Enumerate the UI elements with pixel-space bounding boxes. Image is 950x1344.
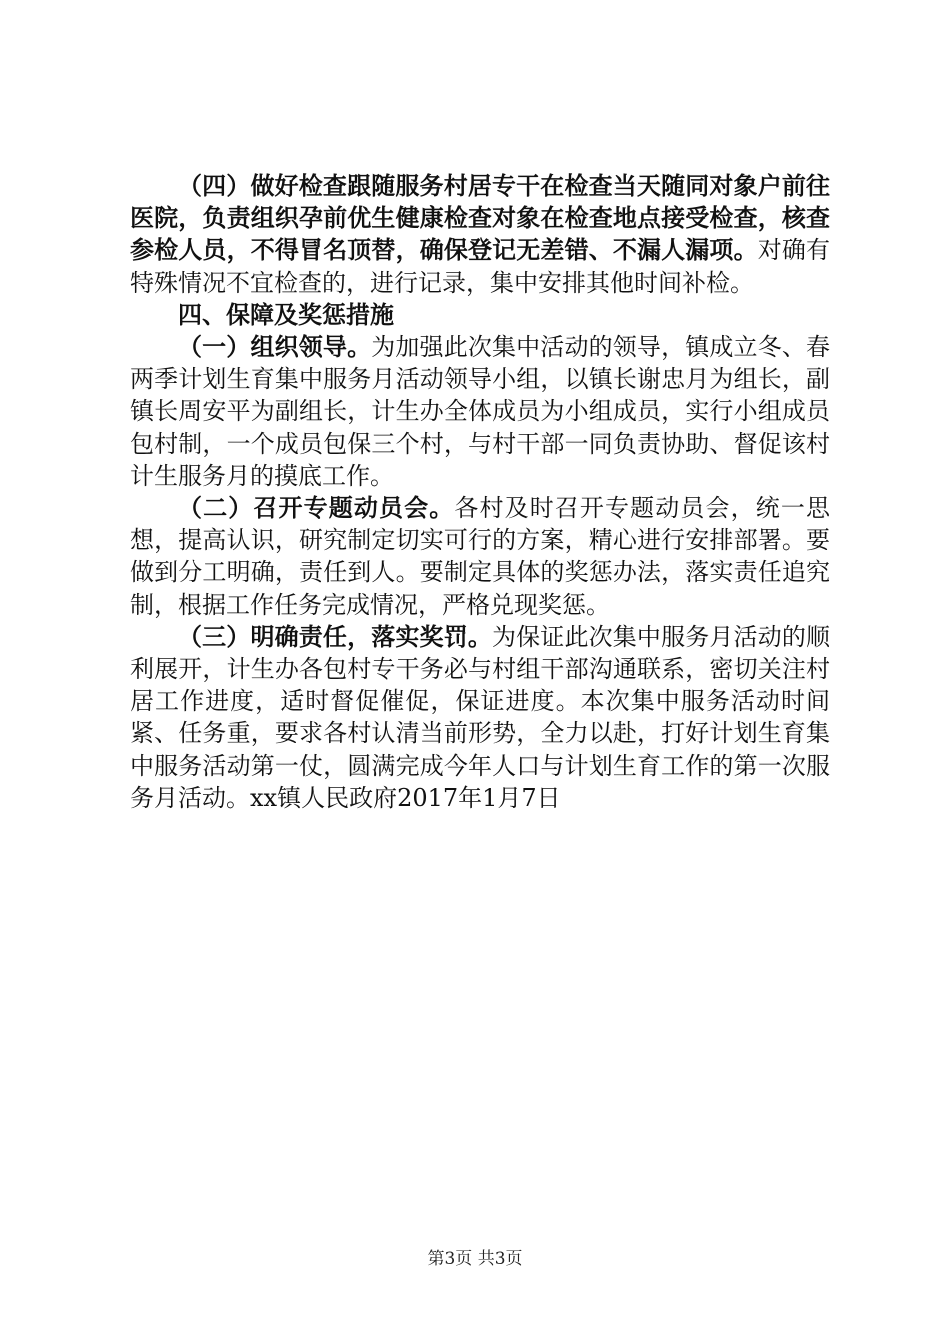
section-heading: 四、保障及奖惩措施 [178, 300, 394, 329]
paragraph-check-follow-up [130, 170, 830, 299]
paragraph-responsibility [130, 621, 830, 814]
paragraph-lead: （一）组织领导。 [178, 333, 372, 362]
paragraph-text: 为加强此次集中活动的领导，镇成立冬、春两季计划生育集中服务月活动领导小组，以镇长谢忠月为组长，副镇长周安平为副组长，计生办全体成员为小组成员，实行小组成员包村制，一个成员包保三个村，与村干部一同负责协助、督促该村计生服务月的摸底工作。 [130, 333, 831, 490]
page-number-footer: 第3页 共3页 [427, 1249, 523, 1269]
document-body [130, 170, 830, 814]
paragraph-text: 对确有特殊情况不宜检查的，进行记录，集中安排其他时间补检。 [130, 236, 831, 297]
paragraph-mobilization [130, 492, 830, 621]
paragraph-lead: （二）召开专题动员会。 [178, 494, 455, 523]
paragraph-lead: （四）做好检查跟随服务村居专干在检查当天随同对象户前往医院，负责组织孕前优生健康检查对象在检查地点接受检查，核查参检人员，不得冒名顶替，确保登记无差错、不漏人漏项。 [130, 172, 830, 265]
paragraph-text: 各村及时召开专题动员会，统一思想，提高认识，研究制定切实可行的方案，精心进行安排部署。要做到分工明确，责任到人。要制定具体的奖惩办法，落实责任追究制，根据工作任务完成情况，严格兑现奖惩。 [130, 494, 831, 619]
paragraph-text: 为保证此次集中服务月活动的顺利展开，计生办各包村专干务必与村组干部沟通联系，密切关注村居工作进度，适时督促催促，保证进度。本次集中服务活动时间紧、任务重，要求各村认清当前形势，全力以赴，打好计划生育集中服务活动第一仗，圆满完成今年人口与计划生育工作的第一次服务月活动。xx镇人民政府2017年1月7日 [130, 622, 830, 812]
paragraph-lead: （三）明确责任，落实奖罚。 [178, 622, 492, 651]
paragraph-organization [130, 331, 830, 492]
